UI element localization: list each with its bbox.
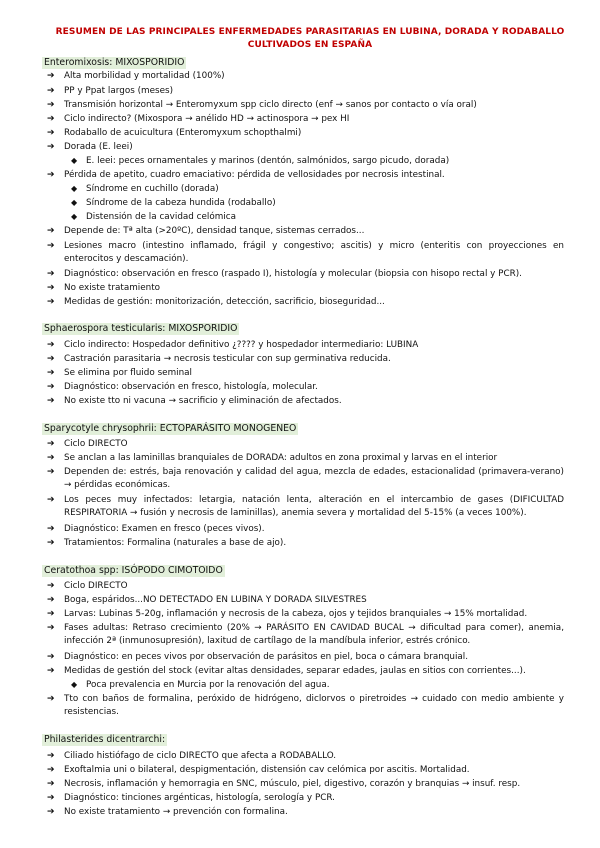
arrow-bullet-icon: ➔ <box>47 694 55 704</box>
section-heading: Philasterides dicentrarchi: <box>44 734 166 745</box>
arrow-bullet-icon: ➔ <box>47 453 55 463</box>
document-title: RESUMEN DE LAS PRINCIPALES ENFERMEDADES PARASITARIAS EN LUBINA, DORADA Y RODABALLO CULTIVADOS EN ESPAÑA <box>55 27 565 50</box>
arrow-bullet-icon: ➔ <box>47 581 55 591</box>
diamond-bullet-icon: ◆ <box>71 212 78 221</box>
arrow-bullet-icon: ➔ <box>47 793 55 803</box>
arrow-bullet-icon: ➔ <box>47 396 55 406</box>
arrow-bullet-icon: ➔ <box>47 86 55 96</box>
arrow-bullet-icon: ➔ <box>47 382 55 392</box>
arrow-bullet-icon: ➔ <box>47 142 55 152</box>
diamond-bullet-icon: ◆ <box>71 156 78 165</box>
arrow-bullet-icon: ➔ <box>47 283 55 293</box>
arrow-bullet-icon: ➔ <box>47 623 55 633</box>
section-heading: Sphaerospora testicularis: MIXOSPORIDIO <box>44 323 238 334</box>
arrow-bullet-icon: ➔ <box>47 807 55 817</box>
arrow-bullet-icon: ➔ <box>47 751 55 761</box>
section-heading: Enteromixosis: MIXOSPORIDIO <box>44 57 185 68</box>
arrow-bullet-icon: ➔ <box>47 439 55 449</box>
diamond-bullet-icon: ◆ <box>71 680 78 689</box>
arrow-bullet-icon: ➔ <box>47 779 55 789</box>
arrow-bullet-icon: ➔ <box>47 666 55 676</box>
arrow-bullet-icon: ➔ <box>47 652 55 662</box>
arrow-bullet-icon: ➔ <box>47 765 55 775</box>
arrow-bullet-icon: ➔ <box>47 368 55 378</box>
arrow-bullet-icon: ➔ <box>47 128 55 138</box>
arrow-bullet-icon: ➔ <box>47 340 55 350</box>
arrow-bullet-icon: ➔ <box>47 595 55 605</box>
arrow-bullet-icon: ➔ <box>47 241 55 251</box>
arrow-bullet-icon: ➔ <box>47 609 55 619</box>
arrow-bullet-icon: ➔ <box>47 226 55 236</box>
section-heading: Ceratothoa spp: ISÓPODO CIMOTOIDO <box>44 565 223 576</box>
arrow-bullet-icon: ➔ <box>47 495 55 505</box>
arrow-bullet-icon: ➔ <box>47 71 55 81</box>
arrow-bullet-icon: ➔ <box>47 170 55 180</box>
arrow-bullet-icon: ➔ <box>47 354 55 364</box>
arrow-bullet-icon: ➔ <box>47 297 55 307</box>
diamond-bullet-icon: ◆ <box>71 198 78 207</box>
arrow-bullet-icon: ➔ <box>47 467 55 477</box>
arrow-bullet-icon: ➔ <box>47 114 55 124</box>
arrow-bullet-icon: ➔ <box>47 538 55 548</box>
arrow-bullet-icon: ➔ <box>47 100 55 110</box>
arrow-bullet-icon: ➔ <box>47 524 55 534</box>
arrow-bullet-icon: ➔ <box>47 269 55 279</box>
section-heading: Sparycotyle chrysophrii: ECTOPARÁSITO MONOGENEO <box>44 423 297 434</box>
diamond-bullet-icon: ◆ <box>71 184 78 193</box>
document-page: RESUMEN DE LAS PRINCIPALES ENFERMEDADES PARASITARIAS EN LUBINA, DORADA Y RODABALLO CULTIVADOS EN ESPAÑA Enteromixosis: MIXOSPORIDIO ➔ Alta morbilidad y mortalidad (100%) ➔ PP y Ppat largos (meses) ➔ Transmisión horizontal → Enteromyxum spp ciclo directo (enf → sanos por contacto o vía oral) ➔ Ciclo indirecto? (Mixospora → anélido HD → actinospora → pex HI ➔ Rodaballo de acuicultura (Enteromyxum schopthalmi) ➔ Dorada (E. leei) ◆ E. leei: peces ornamentales y marinos (dentón, salmónidos, sargo picudo, dorada) ➔ Pérdida de apetito, cuadro emaciativo: pérdida de vellosidades por necrosis intestinal. ◆ Síndrome en cuchillo (dorada) ◆ Síndrome de la cabeza hundida (rodaballo) ◆ Distensión de la cavidad celómica ➔ Depende de: Tª alta (>20ºC), densidad tanque, sistemas cerrados... ➔ Lesiones macro (intestino inflamado, frágil y congestivo; ascitis) y micro (enteritis con proyecciones en enterocitos y descamación). ➔ Diagnóstico: observación en fresco (raspado I), histología y molecular (biopsia con hisopo rectal y PCR). ➔ No existe tratamiento ➔ Medidas de gestión: monitorización, detección, sacrificio, bioseguridad... Sphaerospora testicularis: MIXOSPORIDIO ➔ Ciclo indirecto: Hospedador definitivo ¿???? y hospedador intermediario: LUBINA ➔ Castración parasitaria → necrosis testicular con sup germinativa reducida. ➔ Se elimina por fluido seminal ➔ Diagnóstico: observación en fresco, histología, molecular. ➔ No existe tto ni vacuna → sacrificio y eliminación de afectados. Sparycotyle chrysophrii: ECTOPARÁSITO MONOGENEO ➔ Ciclo DIRECTO ➔ Se anclan a las laminillas branquiales de DORADA: adultos en zona proximal y larvas en el interior ➔ Dependen de: estrés, baja renovación y calidad del agua, mezcla de edades, estacionalidad (primavera-verano) → pérdidas económicas. ➔ Los peces muy infectados: letargia, natación lenta, alteración en el intercambio de gases (DIFICULTAD RESPIRATORIA → fusión y necrosis de laminillas), anemia severa y mortalidad del 5-15% (a veces 100%). ➔ Diagnóstico: Examen en fresco (peces vivos). ➔ Tratamientos: Formalina (naturales a base de ajo). Ceratothoa spp: ISÓPODO CIMOTOIDO ➔ Ciclo DIRECTO ➔ Boga, espáridos...NO DETECTADO EN LUBINA Y DORADA SILVESTRES ➔ Larvas: Lubinas 5-20g, inflamación y necrosis de la cabeza, ojos y tejidos branquiales → 15% mortalidad. ➔ Fases adultas: Retraso crecimiento (20% → PARÁSITO EN CAVIDAD BUCAL → dificultad para comer), anemia, infección 2ª (inmunosupresión), laxitud de cartílago de la mandíbula inferior, estrés crónico. ➔ Diagnóstico: en peces vivos por observación de parásitos en piel, boca o cámara branquial. ➔ Medidas de gestión del stock (evitar altas densidades, separar edades, jaulas en sitios con corrientes...). ◆ Poca prevalencia en Murcia por la renovación del agua. ➔ Tto con baños de formalina, peróxido de hidrógeno, diclorvos o piretroides → cuidado con medio ambiente y resistencias. Philasterides dicentrarchi: ➔ Ciliado histiófago de ciclo DIRECTO que afecta a RODABALLO. ➔ Exoftalmia uni o bilateral, despigmentación, distensión cav celómica por ascitis. Mortalidad. ➔ Necrosis, inflamación y hemorragia en SNC, músculo, piel, digestivo, corazón y branquias → insuf. resp. ➔ Diagnóstico: tinciones argénticas, histología, serología y PCR. ➔ No existe tratamiento → prevención con formalina. <box>0 0 600 848</box>
